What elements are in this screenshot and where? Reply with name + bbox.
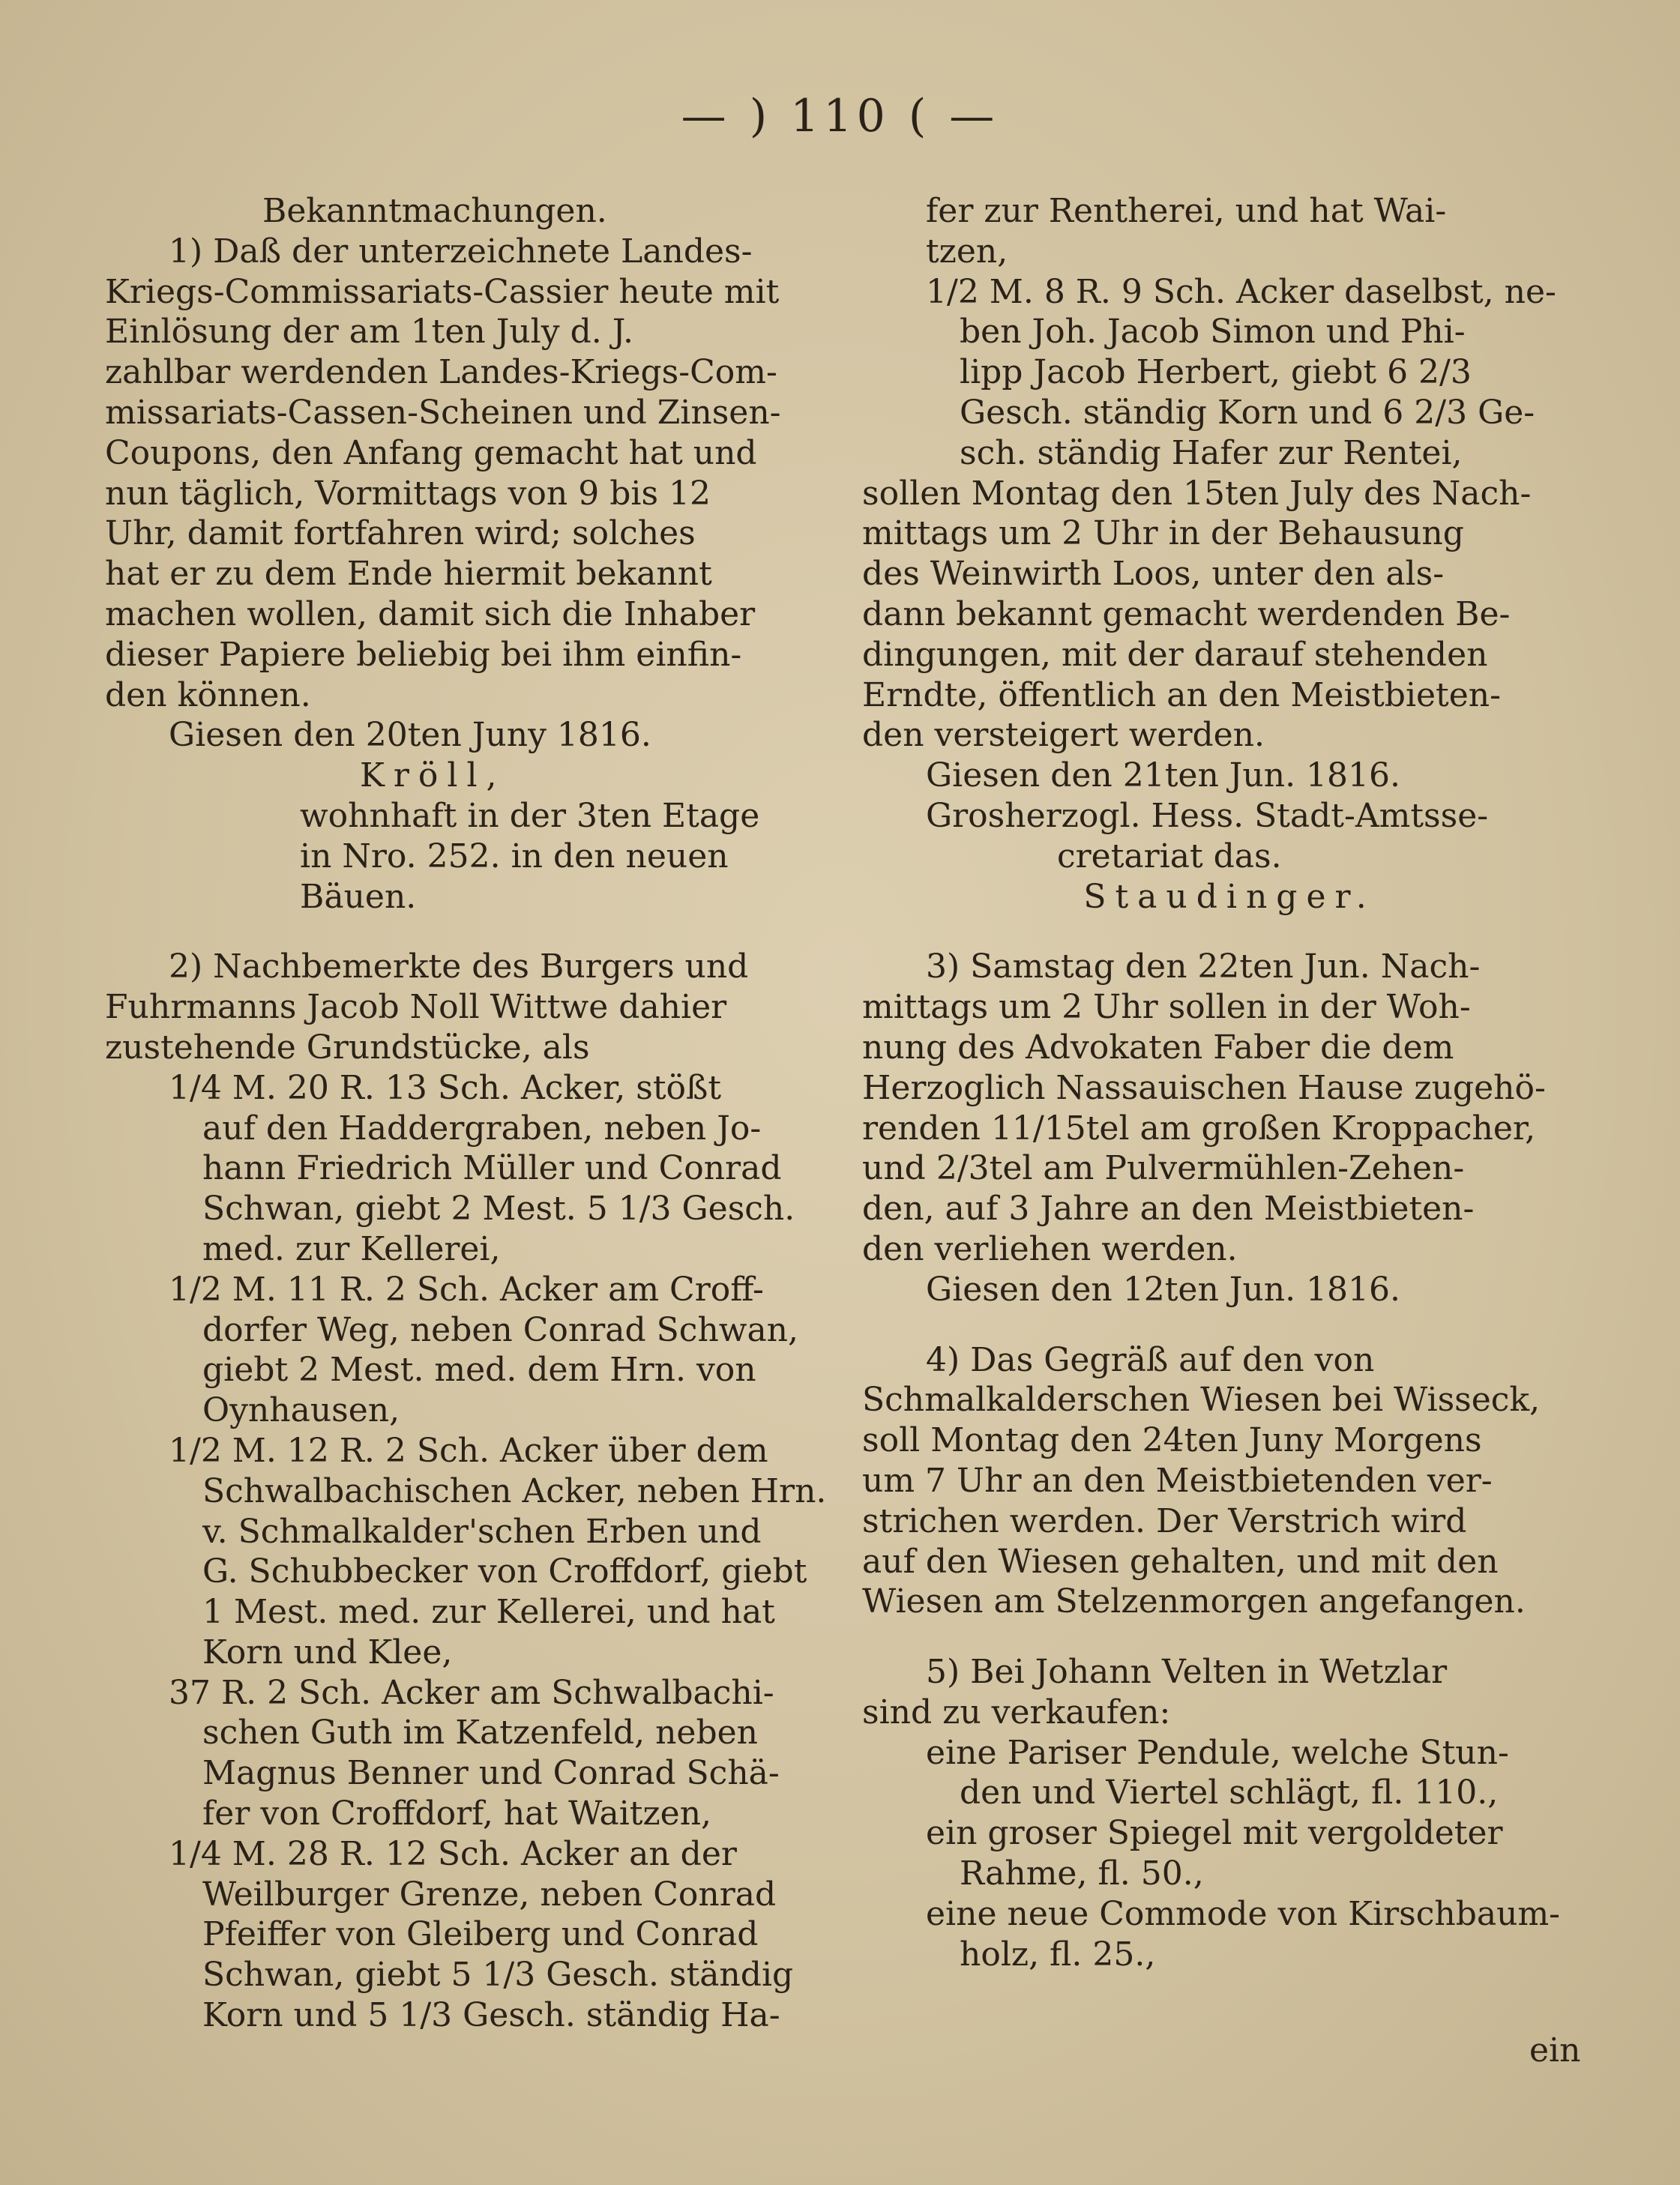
text-line: Erndte, öffentlich an den Meistbieten-: [862, 675, 1501, 714]
text-line: sind zu verkaufen:: [862, 1693, 1171, 1732]
text-line: 1) Daß der unterzeichnete Landes-: [169, 232, 753, 271]
text-line: Staudinger.: [1083, 877, 1376, 916]
text-line: holz, fl. 25.,: [960, 1935, 1156, 1974]
text-line: fer von Croffdorf, hat Waitzen,: [202, 1794, 712, 1833]
spacer: [862, 917, 1597, 947]
text-line: mittags um 2 Uhr in der Behausung: [862, 514, 1464, 553]
text-line: v. Schmalkalder'schen Erben und: [202, 1512, 762, 1551]
right-column: [862, 191, 1597, 1974]
text-line: ein groser Spiegel mit vergoldeter: [926, 1814, 1503, 1853]
text-line: Herzoglich Nassauischen Hause zugehö-: [862, 1068, 1546, 1107]
text-line: soll Montag den 24ten Juny Morgens: [862, 1421, 1482, 1460]
text-line: 5) Bei Johann Velten in Wetzlar: [926, 1653, 1448, 1692]
text-line: G. Schubbecker von Croffdorf, giebt: [202, 1552, 807, 1591]
text-line: Fuhrmanns Jacob Noll Wittwe dahier: [105, 988, 727, 1027]
text-line: dann bekannt gemacht werdenden Be-: [862, 594, 1511, 633]
text-line: in Nro. 252. in den neuen: [300, 837, 729, 875]
text-line: Schmalkalderschen Wiesen bei Wisseck,: [862, 1381, 1541, 1420]
spacer: [862, 1622, 1597, 1652]
text-line: Kriegs-Commissariats-Cassier heute mit: [105, 272, 780, 311]
text-line: renden 11/15tel am großen Kroppacher,: [862, 1109, 1536, 1148]
text-line: med. zur Kellerei,: [202, 1229, 501, 1268]
text-line: Giesen den 21ten Jun. 1816.: [926, 756, 1401, 795]
text-line: 37 R. 2 Sch. Acker am Schwalbachi-: [169, 1673, 774, 1712]
text-line: Bekanntmachungen.: [262, 192, 607, 230]
text-line: Kröll,: [360, 756, 506, 795]
text-line: eine Pariser Pendule, welche Stun-: [926, 1733, 1509, 1772]
text-line: dingungen, mit der darauf stehenden: [862, 635, 1488, 674]
spacer: [862, 1310, 1597, 1340]
text-line: Gesch. ständig Korn und 6 2/3 Ge-: [960, 393, 1535, 432]
text-line: lipp Jacob Herbert, giebt 6 2/3: [960, 353, 1472, 392]
text-line: um 7 Uhr an den Meistbietenden ver-: [862, 1461, 1493, 1500]
text-line: Bäuen.: [300, 877, 417, 916]
text-line: hat er zu dem Ende hiermit bekannt: [105, 555, 712, 594]
text-line: den versteigert werden.: [862, 716, 1265, 755]
text-line: tzen,: [926, 232, 1008, 271]
text-line: auf den Haddergraben, neben Jo-: [202, 1109, 762, 1148]
text-line: fer zur Rentherei, und hat Wai-: [926, 192, 1447, 230]
text-line: strichen werden. Der Verstrich wird: [862, 1501, 1467, 1540]
text-line: den, auf 3 Jahre an den Meistbieten-: [862, 1190, 1475, 1229]
text-line: sollen Montag den 15ten July des Nach-: [862, 474, 1532, 513]
text-line: schen Guth im Katzenfeld, neben: [202, 1714, 758, 1752]
catchword: ein: [1529, 2031, 1581, 2070]
text-line: Grosherzogl. Hess. Stadt-Amtsse-: [926, 796, 1489, 835]
text-line: 1/4 M. 20 R. 13 Sch. Acker, stößt: [169, 1068, 722, 1107]
text-line: nun täglich, Vormittags von 9 bis 12: [105, 474, 711, 513]
text-line: Schwan, giebt 5 1/3 Gesch. ständig: [202, 1956, 794, 1995]
text-line: und 2/3tel am Pulvermühlen-Zehen-: [862, 1149, 1465, 1188]
text-line: Giesen den 12ten Jun. 1816.: [926, 1270, 1401, 1309]
text-line: 3) Samstag den 22ten Jun. Nach-: [926, 947, 1481, 986]
text-line: 1/4 M. 28 R. 12 Sch. Acker an der: [169, 1834, 737, 1873]
left-column: [105, 191, 840, 2036]
text-line: 4) Das Gegräß auf den von: [926, 1340, 1375, 1379]
text-line: dieser Papiere beliebig bei ihm einfin-: [105, 635, 742, 674]
text-line: auf den Wiesen gehalten, und mit den: [862, 1542, 1499, 1581]
text-line: den verliehen werden.: [862, 1229, 1238, 1268]
page-header: — ) 110 ( —: [681, 90, 999, 142]
text-line: des Weinwirth Loos, unter den als-: [862, 555, 1445, 594]
text-line: missariats-Cassen-Scheinen und Zinsen-: [105, 393, 781, 432]
text-line: giebt 2 Mest. med. dem Hrn. von: [202, 1351, 756, 1390]
text-line: sch. ständig Hafer zur Rentei,: [960, 433, 1463, 472]
text-line: Rahme, fl. 50.,: [960, 1854, 1204, 1893]
text-line: 1/2 M. 8 R. 9 Sch. Acker daselbst, ne-: [926, 272, 1556, 311]
text-line: 1/2 M. 12 R. 2 Sch. Acker über dem: [169, 1431, 768, 1470]
text-line: wohnhaft in der 3ten Etage: [300, 796, 760, 835]
text-line: Uhr, damit fortfahren wird; solches: [105, 514, 696, 553]
text-line: den können.: [105, 675, 311, 714]
text-line: Wiesen am Stelzenmorgen angefangen.: [862, 1582, 1526, 1621]
text-line: nung des Advokaten Faber die dem: [862, 1028, 1454, 1067]
text-line: Magnus Benner und Conrad Schä-: [202, 1754, 780, 1793]
text-line: Schwan, giebt 2 Mest. 5 1/3 Gesch.: [202, 1190, 795, 1229]
text-line: zahlbar werdenden Landes-Kriegs-Com-: [105, 353, 777, 392]
text-line: Korn und 5 1/3 Gesch. ständig Ha-: [202, 1996, 780, 2035]
text-line: Schwalbachischen Acker, neben Hrn.: [202, 1471, 827, 1510]
text-line: 2) Nachbemerkte des Burgers und: [169, 947, 749, 986]
text-line: Coupons, den Anfang gemacht hat und: [105, 433, 757, 472]
text-line: 1/2 M. 11 R. 2 Sch. Acker am Croff-: [169, 1270, 764, 1309]
text-line: hann Friedrich Müller und Conrad: [202, 1149, 782, 1188]
text-line: 1 Mest. med. zur Kellerei, und hat: [202, 1593, 775, 1632]
text-line: Korn und Klee,: [202, 1633, 453, 1672]
text-line: Oynhausen,: [202, 1391, 400, 1430]
text-line: machen wollen, damit sich die Inhaber: [105, 594, 756, 633]
text-line: Einlösung der am 1ten July d. J.: [105, 313, 633, 352]
text-line: Pfeiffer von Gleiberg und Conrad: [202, 1915, 759, 1954]
text-line: zustehende Grundstücke, als: [105, 1028, 590, 1067]
text-line: cretariat das.: [1057, 837, 1282, 875]
spacer: [105, 917, 840, 947]
text-line: mittags um 2 Uhr sollen in der Woh-: [862, 988, 1471, 1027]
text-line: Giesen den 20ten Juny 1816.: [169, 716, 651, 755]
text-line: Weilburger Grenze, neben Conrad: [202, 1875, 777, 1914]
text-line: dorfer Weg, neben Conrad Schwan,: [202, 1310, 799, 1349]
text-line: eine neue Commode von Kirschbaum-: [926, 1894, 1561, 1933]
text-line: den und Viertel schlägt, fl. 110.,: [960, 1773, 1499, 1812]
text-line: ben Joh. Jacob Simon und Phi-: [960, 313, 1466, 352]
